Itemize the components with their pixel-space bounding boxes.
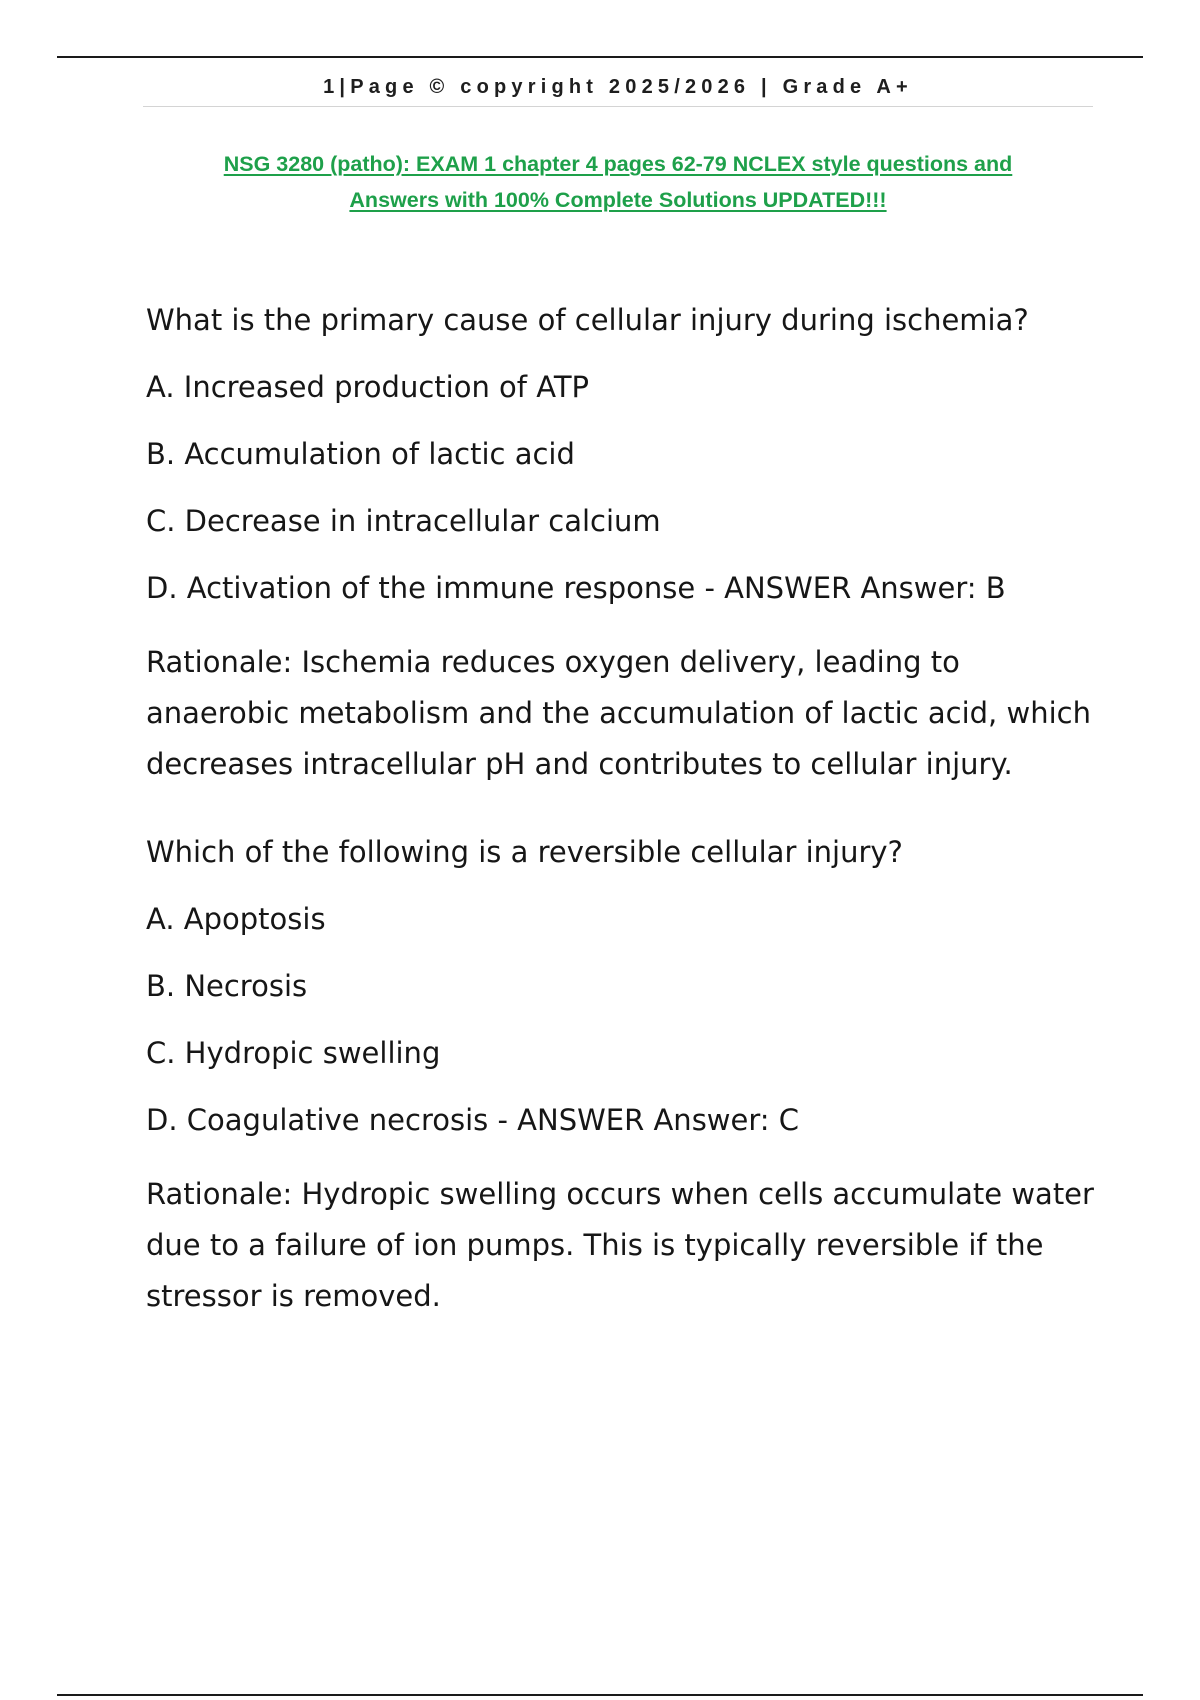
option-d-answer: D. Coagulative necrosis - ANSWER Answer: C [146, 1103, 800, 1137]
option-b: B. Necrosis [146, 969, 308, 1003]
option-d-answer: D. Activation of the immune response - ANSWER Answer: B [146, 571, 1006, 605]
top-divider [57, 56, 1143, 58]
title-line-1: NSG 3280 (patho): EXAM 1 chapter 4 pages 62-79 NCLEX style questions and [223, 152, 1013, 176]
question-block-2 [146, 834, 1106, 1322]
option-a: A. Apoptosis [146, 902, 326, 936]
rationale-text: Rationale: Hydropic swelling occurs when cells accumulate water due to a failure of ion pumps. This is typically reversible if the stressor is removed. [146, 1177, 1094, 1313]
rationale-text: Rationale: Ischemia reduces oxygen delivery, leading to anaerobic metabolism and the accumulation of lactic acid, which decreases intracellular pH and contributes to cellular injury. [146, 645, 1091, 781]
question-text: Which of the following is a reversible cellular injury? [146, 835, 903, 869]
page-header: 1|Page © copyright 2025/2026 | Grade A+ [143, 72, 1093, 107]
option-b: B. Accumulation of lactic acid [146, 437, 575, 471]
option-a: A. Increased production of ATP [146, 370, 590, 404]
bottom-divider [57, 1694, 1143, 1696]
questions-section [146, 302, 1106, 1322]
question-block-1 [146, 302, 1106, 790]
question-text: What is the primary cause of cellular injury during ischemia? [146, 303, 1029, 337]
option-c: C. Decrease in intracellular calcium [146, 504, 661, 538]
title-line-2: Answers with 100% Complete Solutions UPDATED!!! [349, 188, 887, 212]
option-c: C. Hydropic swelling [146, 1036, 441, 1070]
document-title [143, 146, 1093, 218]
